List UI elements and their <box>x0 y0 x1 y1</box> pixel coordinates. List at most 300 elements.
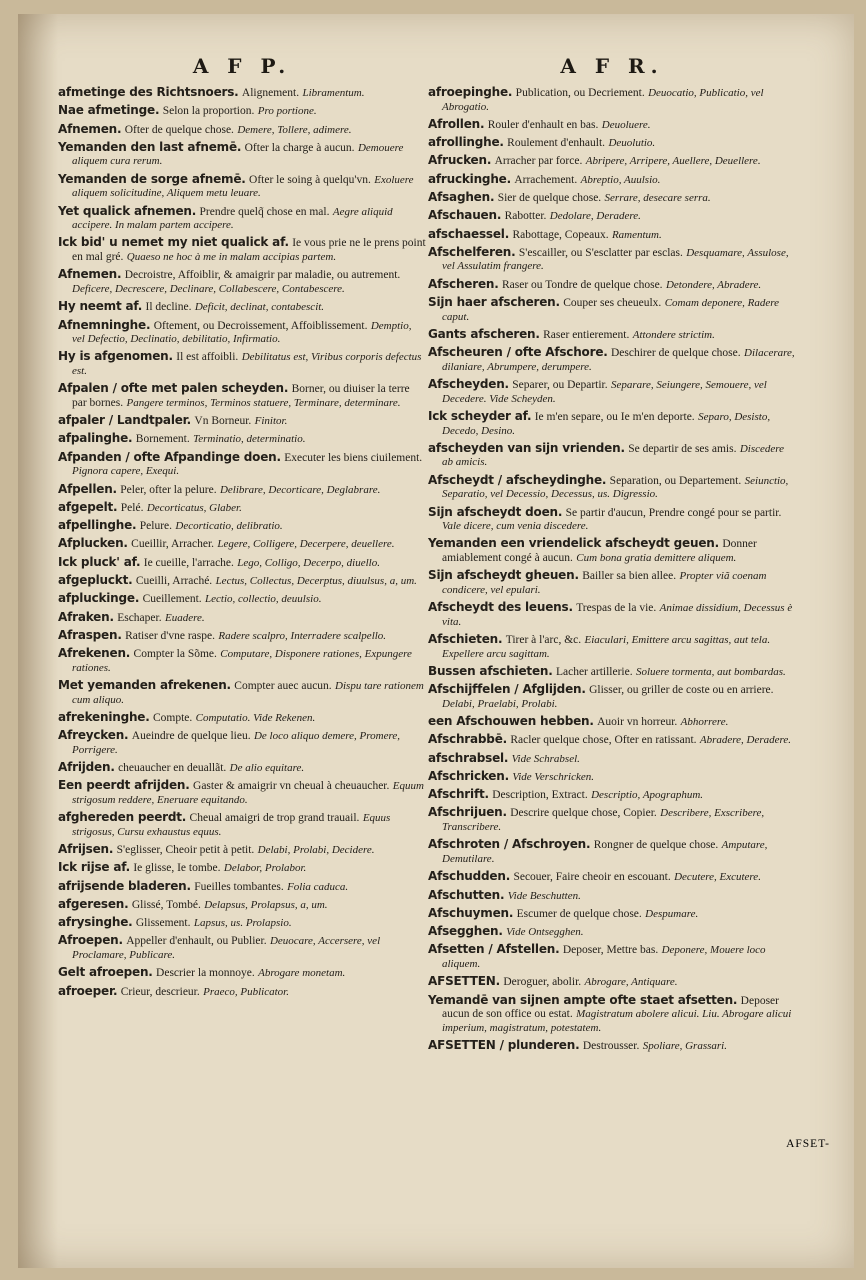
french-definition: Roulement d'enhault. <box>507 137 606 150</box>
headword: Yemandē van sijnen ampte ofte staet afsetten. <box>428 992 738 1007</box>
headword: afpalinghe. <box>58 431 133 446</box>
french-definition: Aueindre de quelque lieu. <box>131 730 251 743</box>
dictionary-entry <box>428 733 796 748</box>
dictionary-entry <box>58 236 426 264</box>
headword: afrijsende bladeren. <box>58 878 191 893</box>
french-definition: Rongner de quelque chose. <box>593 839 719 852</box>
french-definition: Ofter le soing à quelqu'vn. <box>249 173 371 186</box>
dictionary-entry <box>58 779 426 807</box>
latin-equivalent: Debilitatus est, Viribus corporis defectus est. <box>72 351 422 377</box>
headword: Afscheydt des leuens. <box>428 600 573 615</box>
latin-equivalent: Vide Beschutten. <box>507 889 581 902</box>
french-definition: Destrousser. <box>582 1039 640 1052</box>
french-definition: Prendre quelq̃ chose en mal. <box>199 205 330 218</box>
dictionary-entry <box>58 574 426 589</box>
headword: afghereden peerdt. <box>58 810 187 825</box>
dictionary-entry <box>428 191 796 206</box>
french-definition: Borner, ou diuiser la terre par bornes. <box>72 383 410 409</box>
dictionary-entry <box>428 633 796 661</box>
dictionary-entry <box>428 907 796 922</box>
headword: Afnemen. <box>58 267 122 282</box>
french-definition: Deposer aucun de son office ou estat. <box>442 994 779 1021</box>
headword: een Afschouwen hebben. <box>428 714 594 729</box>
french-definition: S'eglisser, Cheoir petit à petit. <box>116 844 255 857</box>
latin-equivalent: Deuoluere. <box>601 118 651 131</box>
french-definition: Cueilli, Arraché. <box>135 574 213 587</box>
dictionary-entry <box>58 501 426 516</box>
latin-equivalent: Pangere terminos, Terminos statuere, Terminare, determinare. <box>126 396 401 409</box>
french-definition: Crieur, descrieur. <box>120 985 200 998</box>
latin-equivalent: Delabi, Prolabi, Decidere. <box>257 844 375 857</box>
french-definition: Compter la Sõme. <box>133 648 217 661</box>
headword: Afpalen / ofte met palen scheyden. <box>58 381 289 396</box>
headword: afrekeninghe. <box>58 709 150 724</box>
latin-equivalent: Aegre aliquid accipere. In malam partem accipere. <box>72 205 393 232</box>
headword: Bussen afschieten. <box>428 663 553 678</box>
dictionary-entry <box>428 86 796 114</box>
french-definition: Fueilles tombantes. <box>194 880 284 893</box>
latin-equivalent: Vide Verschricken. <box>512 770 594 783</box>
headword: Afraken. <box>58 609 114 624</box>
dictionary-entry <box>428 752 796 767</box>
french-definition: Raser entierement. <box>543 328 630 341</box>
french-definition: Ofter la charge à aucun. <box>244 141 355 154</box>
headword: Ick bid' u nemet my niet qualick af. <box>58 235 289 250</box>
dictionary-entry <box>428 665 796 680</box>
dictionary-entry <box>58 985 426 1000</box>
headword: Afschijffelen / Afglijden. <box>428 682 586 697</box>
headword: Hy neemt af. <box>58 299 143 314</box>
french-definition: Se departir de ses amis. <box>628 442 737 455</box>
dictionary-entry <box>428 838 796 866</box>
latin-equivalent: Abrogare, Antiquare. <box>584 976 678 989</box>
french-definition: Racler quelque chose, Ofter en ratissant. <box>510 734 697 747</box>
latin-equivalent: Dispu tare rationem cum aliquo. <box>72 679 424 706</box>
headword: Afreycken. <box>58 728 129 743</box>
french-definition: Rabottage, Copeaux. <box>512 228 609 241</box>
latin-equivalent: Quaeso ne hoc à me in malam accipias partem. <box>126 251 337 264</box>
dictionary-entry <box>58 843 426 858</box>
headword: afmetinge des Richtsnoers. <box>58 85 239 99</box>
headword: Afschudden. <box>428 869 511 884</box>
headword: Afschricken. <box>428 768 509 783</box>
dictionary-entry <box>428 246 796 274</box>
latin-equivalent: Equum strigosum reddere, Eneruare equitando. <box>72 780 424 806</box>
dictionary-entry <box>428 442 796 470</box>
latin-equivalent: Descriptio, Apographum. <box>591 789 704 802</box>
dictionary-entry <box>428 378 796 406</box>
french-definition: Deschirer de quelque chose. <box>611 347 741 360</box>
headword: Afschutten. <box>428 887 505 902</box>
latin-equivalent: Discedere ab amicis. <box>442 442 785 469</box>
dictionary-entry <box>428 328 796 343</box>
french-definition: Ofter de quelque chose. <box>124 123 234 136</box>
headword: afrysinghe. <box>58 915 133 930</box>
dictionary-entry <box>58 519 426 534</box>
latin-equivalent: Computare, Disponere rationes, Expungere rationes. <box>72 648 412 674</box>
french-definition: Pelé. <box>120 501 144 514</box>
french-definition: Selon la proportion. <box>162 105 255 118</box>
dictionary-entry <box>428 925 796 940</box>
french-definition: Descrier la monnoye. <box>156 967 255 980</box>
headword: Afsetten / Afstellen. <box>428 942 560 957</box>
latin-equivalent: Propter viã coenam condicere, vel epulari. <box>442 570 767 596</box>
dictionary-entry <box>58 205 426 233</box>
dictionary-entry <box>428 278 796 293</box>
french-definition: Tirer à l'arc, &c. <box>505 634 582 647</box>
dictionary-entry <box>428 296 796 324</box>
headword: Yemanden den last afnemē. <box>58 139 242 154</box>
latin-equivalent: Demere, Tollere, adimere. <box>237 123 352 136</box>
french-definition: Deposer, Mettre bas. <box>562 944 659 957</box>
french-definition: Gaster & amaigrir vn cheual à cheuaucher. <box>193 780 390 793</box>
latin-equivalent: Lectio, collectio, deuulsio. <box>205 593 322 606</box>
french-definition: Glissé, Tombé. <box>131 898 201 911</box>
headword: Afrijden. <box>58 760 115 774</box>
latin-equivalent: Abreptio, Auulsio. <box>580 173 661 186</box>
latin-equivalent: Lapsus, us. Prolapsio. <box>193 917 292 930</box>
headword: Afschrijuen. <box>428 805 507 820</box>
headword: Afschroten / Afschroyen. <box>428 837 591 852</box>
dictionary-entry <box>428 715 796 730</box>
dictionary-entry <box>428 975 796 990</box>
latin-equivalent: Eiaculari, Emittere arcu sagittas, aut tela. Expellere arcu sagittam. <box>442 634 771 660</box>
french-definition: Separer, ou Departir. <box>512 379 608 392</box>
french-definition: cheuaucher en deuallãt. <box>118 762 227 774</box>
latin-equivalent: Terminatio, determinatio. <box>193 433 306 446</box>
french-definition: Bailler sa bien allee. <box>582 570 677 583</box>
french-definition: Couper ses cheueulx. <box>563 297 662 309</box>
french-definition: Secouer, Faire cheoir en escouant. <box>513 871 671 884</box>
latin-equivalent: Vide Ontsegghen. <box>506 926 584 939</box>
headword: afpaler / Landtpaler. <box>58 413 192 428</box>
headword: Sijn afscheydt gheuen. <box>428 568 579 583</box>
french-definition: Separation, ou Departement. <box>609 474 742 487</box>
headword: Een peerdt afrijden. <box>58 778 190 793</box>
french-definition: Sier de quelque chose. <box>497 192 602 204</box>
right-entry-list <box>428 86 796 1057</box>
headword: Afrollen. <box>428 116 485 131</box>
latin-equivalent: De loco aliquo demere, Promere, Porrigere. <box>72 730 400 756</box>
french-definition: Deroguer, abolir. <box>503 976 582 989</box>
book-page <box>18 14 854 1268</box>
dictionary-entry <box>428 209 796 224</box>
latin-equivalent: Demouere aliquem cura rerum. <box>72 141 404 168</box>
headword: Afschieten. <box>428 632 503 647</box>
french-definition: Cueillement. <box>142 593 202 606</box>
latin-equivalent: Ramentum. <box>611 228 662 241</box>
left-entry-list <box>58 86 426 1003</box>
latin-equivalent: Delabor, Prolabor. <box>223 862 307 875</box>
headword: Sijn afscheydt doen. <box>428 504 563 519</box>
dictionary-entry <box>58 647 426 675</box>
latin-equivalent: Lectus, Collectus, Decerptus, diuulsus, a, um. <box>215 574 417 587</box>
headword: Gants afscheren. <box>428 326 540 341</box>
dictionary-entry <box>58 934 426 962</box>
dictionary-entry <box>58 141 426 169</box>
latin-equivalent: Abradere, Deradere. <box>699 734 792 747</box>
headword: afgepluckt. <box>58 572 133 587</box>
latin-equivalent: Pignora capere, Exequi. <box>72 465 180 478</box>
headword: afruckinghe. <box>428 171 511 186</box>
dictionary-entry <box>58 629 426 644</box>
dictionary-entry <box>428 870 796 885</box>
headword: Ick rijse af. <box>58 860 130 875</box>
dictionary-entry <box>428 228 796 243</box>
french-definition: Compte. <box>152 711 193 724</box>
latin-equivalent: Amputare, Demutilare. <box>442 839 768 865</box>
headword: Afpellen. <box>58 481 117 496</box>
dictionary-entry <box>58 104 426 119</box>
french-definition: Vn Borneur. <box>194 415 252 428</box>
headword: Yemanden een vriendelick afscheydt geuen. <box>428 536 719 551</box>
dictionary-entry <box>58 432 426 447</box>
latin-equivalent: Comam deponere, Radere caput. <box>442 297 780 323</box>
french-definition: Trespas de la vie. <box>576 602 657 615</box>
french-definition: Executer les biens ciuilement. <box>284 451 423 464</box>
french-definition: Cheual amaigri de trop grand trauail. <box>189 812 360 825</box>
headword: AFSETTEN / plunderen. <box>428 1037 580 1052</box>
headword: Sijn haer afscheren. <box>428 295 560 309</box>
latin-equivalent: Vide Schrabsel. <box>511 752 580 765</box>
latin-equivalent: Decorticatus, Glaber. <box>146 501 242 514</box>
headword: Afscheyden. <box>428 377 509 392</box>
latin-equivalent: Vale dicere, cum venia discedere. <box>442 520 589 533</box>
latin-equivalent: Deficit, declinat, contabescit. <box>194 301 325 314</box>
latin-equivalent: Attondere strictim. <box>632 328 715 341</box>
french-definition: Glissement. <box>135 917 191 930</box>
headword: afscheyden van sijn vrienden. <box>428 440 625 455</box>
dictionary-entry <box>428 770 796 785</box>
french-definition: Ie cueille, l'arrache. <box>143 556 234 569</box>
headword: Afschelferen. <box>428 244 516 259</box>
dictionary-entry <box>58 880 426 895</box>
dictionary-entry <box>58 811 426 839</box>
headword: Afraspen. <box>58 627 122 642</box>
latin-equivalent: Desquamare, Assulose, vel Assulatim frangere. <box>442 246 789 273</box>
french-definition: Escumer de quelque chose. <box>516 907 642 920</box>
french-definition: S'escailler, ou S'esclatter par esclas. <box>518 246 683 259</box>
latin-equivalent: Abhorrere. <box>680 716 729 729</box>
headword: Afrijsen. <box>58 842 114 857</box>
latin-equivalent: Delabi, Praelabi, Prolabi. <box>442 697 558 710</box>
latin-equivalent: Separo, Desisto, Decedo, Desino. <box>442 410 771 437</box>
latin-equivalent: Cum bona gratia demittere aliquem. <box>576 552 737 564</box>
headword: Afsegghen. <box>428 924 503 939</box>
headword: AFSETTEN. <box>428 974 500 989</box>
latin-equivalent: Deuocare, Accersere, vel Proclamare, Publicare. <box>72 935 381 962</box>
french-definition: Oftement, ou Decroissement, Affoiblissement. <box>153 319 368 332</box>
latin-equivalent: Legere, Colligere, Decerpere, deuellere. <box>217 538 395 551</box>
latin-equivalent: Computatio. Vide Rekenen. <box>195 711 316 724</box>
dictionary-entry <box>428 788 796 803</box>
headword: Hy is afgenomen. <box>58 349 173 364</box>
french-definition: Auoir vn horreur. <box>597 716 678 729</box>
headword: Ick scheyder af. <box>428 408 532 423</box>
latin-equivalent: Pro portione. <box>257 105 317 118</box>
catchword: AFSET- <box>786 1138 830 1150</box>
headword: Afschrabbē. <box>428 732 507 747</box>
latin-equivalent: Magistratum abolere alicui. Liu. Abrogare alicui imperium, magistratum, potestatem. <box>442 1008 792 1034</box>
french-definition: Arracher par force. <box>494 155 583 168</box>
dictionary-entry <box>428 806 796 834</box>
dictionary-entry <box>58 761 426 776</box>
latin-equivalent: Euadere. <box>164 611 205 624</box>
latin-equivalent: Detondere, Abradere. <box>665 278 762 291</box>
dictionary-entry <box>58 916 426 931</box>
dictionary-entry <box>428 601 796 629</box>
dictionary-entry <box>58 350 426 378</box>
headword: Yemanden de sorge afnemē. <box>58 171 246 186</box>
latin-equivalent: Spoliare, Grassari. <box>642 1039 727 1052</box>
dictionary-entry <box>428 569 796 597</box>
headword: Afnemen. <box>58 121 122 136</box>
latin-equivalent: Serrare, desecare serra. <box>604 192 711 204</box>
latin-equivalent: Delapsus, Prolapsus, a, um. <box>204 898 328 911</box>
headword: afschrabsel. <box>428 750 509 765</box>
dictionary-entry <box>58 611 426 626</box>
dictionary-entry <box>428 506 796 534</box>
dictionary-entry <box>58 319 426 347</box>
latin-equivalent: Abripere, Arripere, Auellere, Deuellere. <box>585 155 761 168</box>
headword: Yet qualick afnemen. <box>58 203 197 218</box>
latin-equivalent: Describere, Exscribere, Transcribere. <box>442 807 765 834</box>
latin-equivalent: Despumare. <box>645 907 699 920</box>
dictionary-entry <box>58 123 426 138</box>
dictionary-entry <box>58 898 426 913</box>
dictionary-entry <box>428 173 796 188</box>
french-definition: Il est affoibli. <box>176 351 239 364</box>
headword: Gelt afroepen. <box>58 965 153 980</box>
dictionary-entry <box>58 592 426 607</box>
headword: Afscheydt / afscheydinghe. <box>428 472 607 487</box>
french-definition: Se partir d'aucun, Prendre congé pour se partir. <box>565 506 782 519</box>
french-definition: Peler, ofter la pelure. <box>120 483 217 496</box>
headword: Afrucken. <box>428 153 492 168</box>
dictionary-entry <box>58 679 426 707</box>
headword: Afnemninghe. <box>58 317 151 332</box>
latin-equivalent: Libramentum. <box>302 87 365 99</box>
french-definition: Pelure. <box>139 520 173 533</box>
dictionary-entry <box>58 711 426 726</box>
gutter-shadow <box>18 14 58 1268</box>
latin-equivalent: Animae dissidium, Decessus è vita. <box>442 602 793 628</box>
french-definition: Compter auec aucun. <box>234 679 332 692</box>
dictionary-entry <box>58 556 426 571</box>
headword: Ick pluck' af. <box>58 554 141 569</box>
latin-equivalent: Folia caduca. <box>287 880 349 893</box>
french-definition: Alignement. <box>241 87 300 99</box>
dictionary-entry <box>58 537 426 552</box>
headword: Afsaghen. <box>428 190 495 204</box>
french-definition: Ie glisse, Ie tombe. <box>133 862 221 875</box>
french-definition: Rouler d'enhault en bas. <box>487 118 599 131</box>
dictionary-entry <box>58 861 426 876</box>
latin-equivalent: Soluere tormenta, aut bombardas. <box>635 665 786 678</box>
latin-equivalent: Deuocatio, Publicatio, vel Abrogatio. <box>442 87 764 113</box>
latin-equivalent: Praeco, Publicator. <box>203 985 289 998</box>
french-definition: Glisser, ou griller de coste ou en arriere. <box>589 684 774 697</box>
dictionary-entry <box>58 414 426 429</box>
latin-equivalent: Dilacerare, dilaniare, Abrumpere, derumpere. <box>442 347 795 373</box>
dictionary-entry <box>58 86 426 101</box>
headword: Afschuymen. <box>428 905 514 920</box>
french-definition: Donner amiablement congé à aucun. <box>442 538 757 564</box>
latin-equivalent: Equus strigosus, Cursu exhaustus equus. <box>72 812 391 838</box>
dictionary-entry <box>428 889 796 904</box>
french-definition: Arrachement. <box>514 173 578 186</box>
dictionary-entry <box>428 154 796 169</box>
latin-equivalent: Exoluere aliquem solicitudine, Aliquem metu leuare. <box>72 173 414 200</box>
headword: afgepelt. <box>58 499 118 514</box>
french-definition: Ie m'en separe, ou Ie m'en deporte. <box>534 410 695 423</box>
french-definition: Cueillir, Arracher. <box>131 538 215 551</box>
dictionary-entry <box>428 410 796 438</box>
headword: Met yemanden afrekenen. <box>58 677 231 692</box>
dictionary-entry <box>58 173 426 201</box>
dictionary-entry <box>58 729 426 757</box>
latin-equivalent: Delibrare, Decorticare, Deglabrare. <box>219 483 381 496</box>
french-definition: Publication, ou Decriement. <box>515 87 645 99</box>
dictionary-entry <box>428 943 796 971</box>
dictionary-entry <box>428 537 796 565</box>
headword: afpellinghe. <box>58 518 137 533</box>
french-definition: Description, Extract. <box>492 789 588 802</box>
headword: Nae afmetinge. <box>58 103 160 118</box>
headword: afroepinghe. <box>428 85 513 99</box>
latin-equivalent: Demptio, vel Defectio, Declinatio, debilitatio, Infirmatio. <box>72 319 412 346</box>
dictionary-entry <box>58 451 426 479</box>
french-definition: Rabotter. <box>504 210 547 223</box>
headword: Afschrift. <box>428 787 489 802</box>
dictionary-entry <box>58 966 426 981</box>
latin-equivalent: Dedolare, Deradere. <box>549 210 641 223</box>
headword: afrollinghe. <box>428 135 504 150</box>
french-definition: Ratiser d'vne raspe. <box>125 629 215 642</box>
dictionary-entry <box>428 1039 796 1054</box>
latin-equivalent: De alio equitare. <box>229 762 305 774</box>
headword: Afscheren. <box>428 276 499 291</box>
latin-equivalent: Abrogare monetam. <box>258 967 346 980</box>
running-head-right: A F R. <box>560 54 664 78</box>
french-definition: Lacher artillerie. <box>555 665 633 678</box>
headword: afpluckinge. <box>58 591 140 606</box>
headword: Afroepen. <box>58 933 123 948</box>
latin-equivalent: Deponere, Mouere loco aliquem. <box>442 944 766 970</box>
dictionary-entry <box>58 382 426 410</box>
french-definition: Bornement. <box>135 433 190 446</box>
headword: Afscheuren / ofte Afschore. <box>428 345 608 360</box>
french-definition: Ie vous prie ne le prens point en mal gré. <box>72 237 426 264</box>
running-head-left: A F P. <box>192 54 292 78</box>
dictionary-entry <box>428 474 796 502</box>
french-definition: Eschaper. <box>117 611 162 624</box>
latin-equivalent: Decutere, Excutere. <box>674 871 761 884</box>
latin-equivalent: Separare, Seiungere, Semouere, vel Decedere. Vide Scheyden. <box>442 379 767 405</box>
latin-equivalent: Finitor. <box>254 415 288 428</box>
dictionary-entry <box>58 300 426 315</box>
latin-equivalent: Deficere, Decrescere, Declinare, Collabescere, Contabescere. <box>72 282 345 295</box>
latin-equivalent: Decorticatio, delibratio. <box>175 520 283 533</box>
headword: Afrekenen. <box>58 646 131 661</box>
latin-equivalent: Lego, Colligo, Decerpo, diuello. <box>237 556 380 569</box>
headword: Afschauen. <box>428 208 502 223</box>
headword: Afplucken. <box>58 536 128 551</box>
headword: Afpanden / ofte Afpandinge doen. <box>58 449 281 464</box>
headword: afschaessel. <box>428 226 510 241</box>
headword: afgeresen. <box>58 896 129 911</box>
french-definition: Il decline. <box>145 301 192 314</box>
